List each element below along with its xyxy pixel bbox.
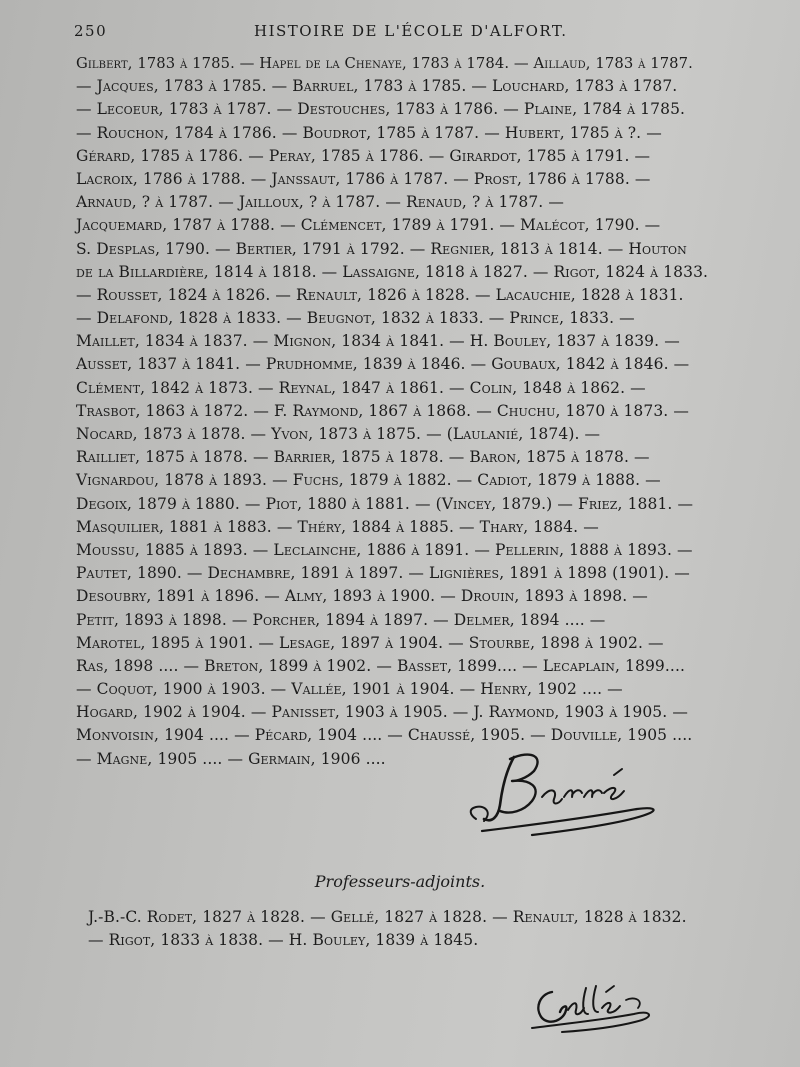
text-line: — Jacques, 1783 à 1785. — Barruel, 1783 à 1785. — Louchard, 1783 à 1787. — [76, 77, 678, 96]
text-line: Arnaud, ? à 1787. — Jailloux, ? à 1787. — Renaud, ? à 1787. — — [76, 193, 564, 212]
text-line: de la Billardière, 1814 à 1818. — Lassaigne, 1818 à 1827. — Rigot, 1824 à 1833. — [76, 262, 709, 281]
text-line: Lacroix, 1786 à 1788. — Janssaut, 1786 à 1787. — Prost, 1786 à 1788. — — [76, 169, 651, 188]
text-line: Clément, 1842 à 1873. — Reynal, 1847 à 1861. — Colin, 1848 à 1862. — — [76, 378, 646, 397]
text-line: — Rigot, 1833 à 1838. — H. Bouley, 1839 à 1845. — [88, 931, 479, 950]
section-title: Professeurs-adjoints. — [314, 872, 486, 891]
text-line: — Rouchon, 1784 à 1786. — Boudrot, 1785 à 1787. — Hubert, 1785 à ?. — — [76, 123, 662, 142]
page-number: 250 — [74, 22, 108, 40]
text-line: Moussu, 1885 à 1893. — Leclainche, 1886 à 1891. — Pellerin, 1888 à 1893. — — [76, 540, 693, 559]
text-line: Railliet, 1875 à 1878. — Barrier, 1875 à 1878. — Baron, 1875 à 1878. — — [76, 448, 650, 467]
text-line: Marotel, 1895 à 1901. — Lesage, 1897 à 1904. — Stourbe, 1898 à 1902. — — [76, 633, 664, 652]
signature-image — [462, 745, 672, 840]
signature-gelle — [522, 970, 662, 1038]
text-line: — Magne, 1905 .... — Germain, 1906 .... — [76, 749, 386, 768]
running-title: HISTOIRE DE L'ÉCOLE D'ALFORT. — [254, 22, 568, 40]
text-line: Masquilier, 1881 à 1883. — Théry, 1884 à 1885. — Thary, 1884. — — [76, 517, 599, 536]
text-line: Jacquemard, 1787 à 1788. — Clémencet, 1789 à 1791. — Malécot, 1790. — — [76, 216, 661, 235]
text-line: Desoubry, 1891 à 1896. — Almy, 1893 à 1900. — Drouin, 1893 à 1898. — — [76, 587, 648, 606]
text-line: Hogard, 1902 à 1904. — Panisset, 1903 à 1905. — J. Raymond, 1903 à 1905. — — [76, 703, 688, 722]
text-line: Trasbot, 1863 à 1872. — F. Raymond, 1867 à 1868. — Chuchu, 1870 à 1873. — — [76, 401, 689, 420]
text-line: Nocard, 1873 à 1878. — Yvon, 1873 à 1875. — (Laulanié, 1874). — — [76, 425, 601, 443]
text-line: — Delafond, 1828 à 1833. — Beugnot, 1832 à 1833. — Prince, 1833. — — [76, 309, 635, 328]
text-line: J.-B.-C. Rodet, 1827 à 1828. — Gellé, 1827 à 1828. — Renault, 1828 à 1832. — [88, 908, 687, 926]
text-line: Gérard, 1785 à 1786. — Peray, 1785 à 1786. — Girardot, 1785 à 1791. — — [76, 146, 651, 165]
text-line: S. Desplas, 1790. — Bertier, 1791 à 1792. — Regnier, 1813 à 1814. — Houton — [76, 239, 687, 258]
text-line: Degoix, 1879 à 1880. — Piot, 1880 à 1881. — (Vincey, 1879.) — Friez, 1881. — — [76, 494, 694, 513]
text-line: — Lecoeur, 1783 à 1787. — Destouches, 1783 à 1786. — Plaine, 1784 à 1785. — [76, 100, 686, 119]
text-line: — Coquot, 1900 à 1903. — Vallée, 1901 à 1904. — Henry, 1902 .... — — [76, 680, 623, 699]
text-line: Pautet, 1890. — Dechambre, 1891 à 1897. — Lignières, 1891 à 1898 (1901). — — [76, 564, 690, 583]
signature-image — [522, 970, 662, 1038]
page-header — [74, 22, 714, 46]
signature-barre — [462, 745, 672, 840]
text-line: Monvoisin, 1904 .... — Pécard, 1904 .... — Chaussé, 1905. — Douville, 1905 .... — [76, 726, 693, 745]
text-line: Vignardou, 1878 à 1893. — Fuchs, 1879 à 1882. — Cadiot, 1879 à 1888. — — [76, 471, 661, 490]
text-line: Ras, 1898 .... — Breton, 1899 à 1902. — Basset, 1899.... — Lecaplain, 1899.... — [76, 656, 685, 675]
text-line: Maillet, 1834 à 1837. — Mignon, 1834 à 1841. — H. Bouley, 1837 à 1839. — — [76, 332, 680, 351]
text-line: Petit, 1893 à 1898. — Porcher, 1894 à 1897. — Delmer, 1894 .... — — [76, 610, 606, 629]
professor-list — [76, 52, 716, 771]
text-line: Ausset, 1837 à 1841. — Prudhomme, 1839 à 1846. — Goubaux, 1842 à 1846. — — [76, 355, 690, 374]
text-line: — Rousset, 1824 à 1826. — Renault, 1826 à 1828. — Lacauchie, 1828 à 1831. — [76, 285, 684, 304]
adjoint-list — [88, 906, 728, 952]
text-line: Gilbert, 1783 à 1785. — Hapel de la Chenaye, 1783 à 1784. — Aillaud, 1783 à 1787. — [76, 55, 693, 72]
